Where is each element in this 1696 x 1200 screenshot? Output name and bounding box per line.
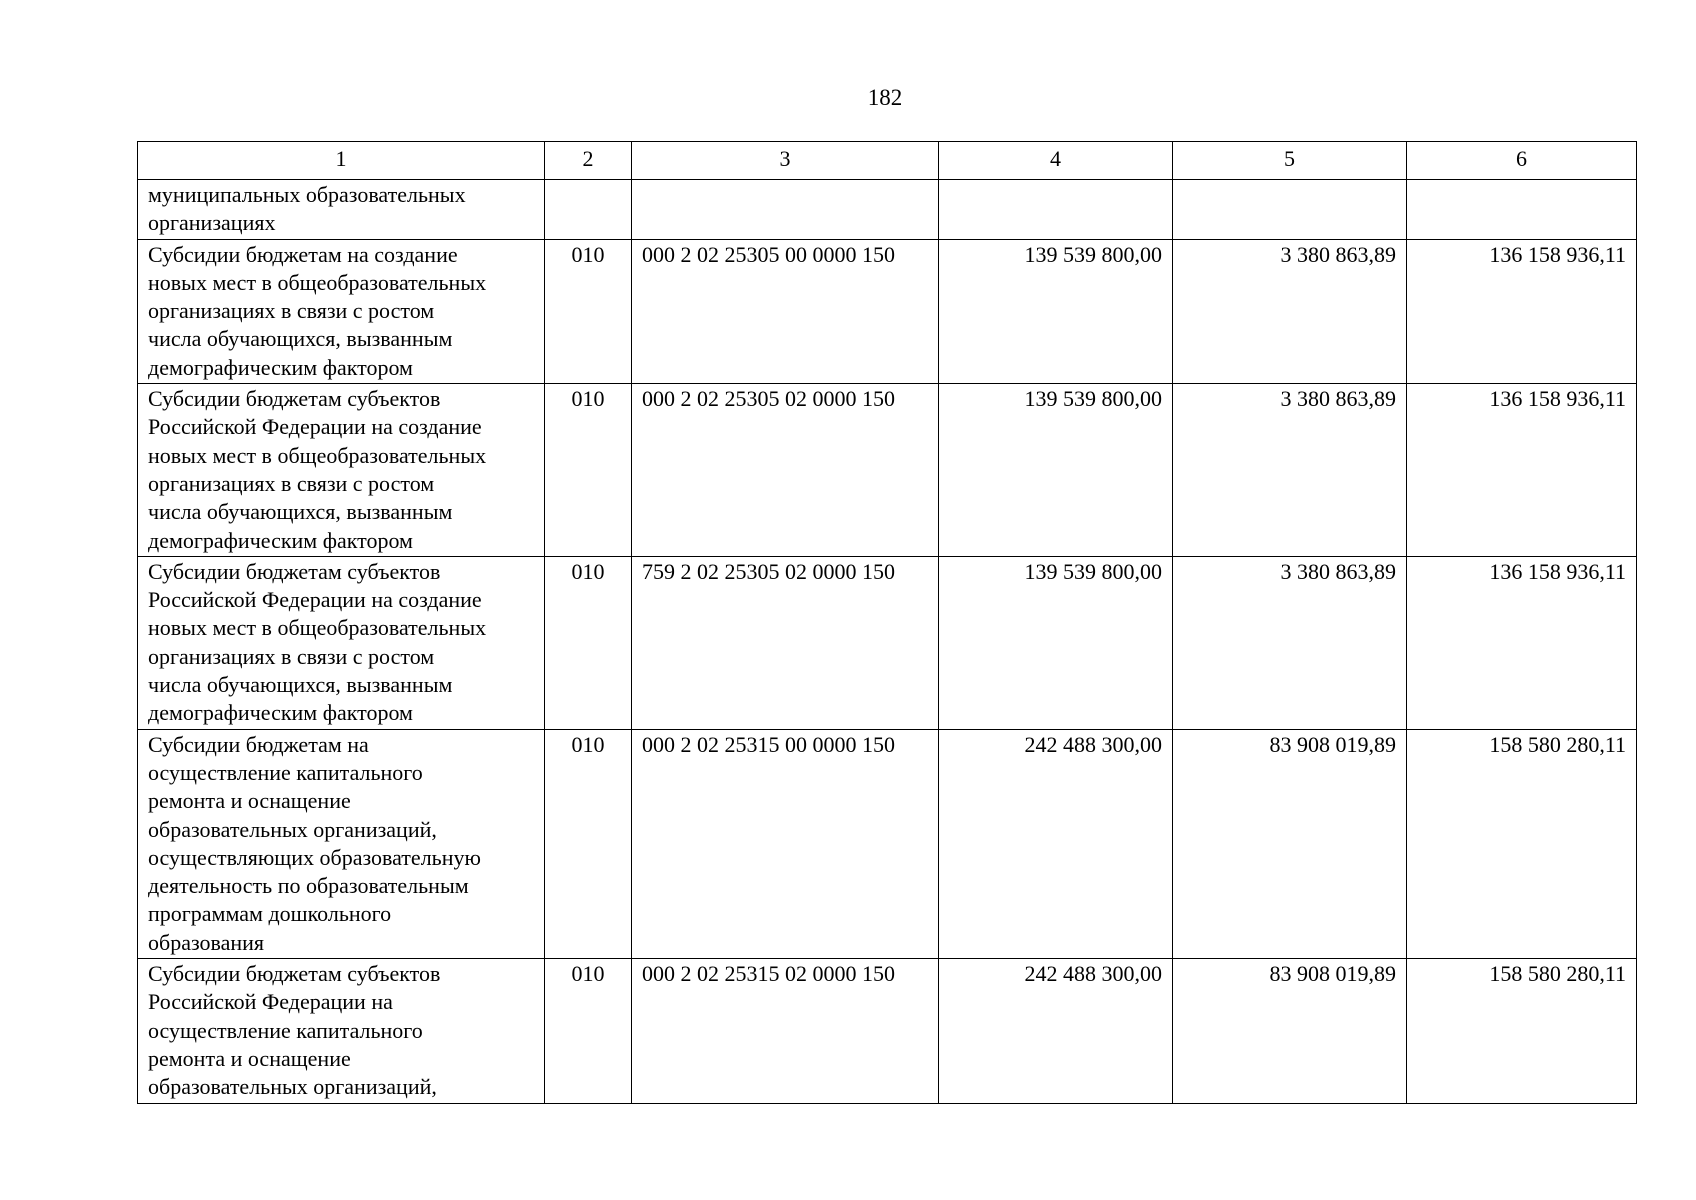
row-name-line: осуществление капитального	[148, 1017, 423, 1043]
budget-table	[137, 141, 1637, 1104]
table-header	[138, 142, 1637, 180]
row-code-cell: 010	[545, 239, 632, 383]
table-row	[138, 239, 1637, 383]
row-kbk-cell: 000 2 02 25305 00 0000 150	[632, 239, 939, 383]
row-name-line: Субсидии бюджетам субъектов	[148, 386, 441, 412]
row-name-line: числа обучающихся, вызванным	[148, 326, 453, 352]
row-name-line: образовательных организаций,	[148, 816, 437, 842]
row-name-line: Субсидии бюджетам субъектов	[148, 558, 441, 584]
row-remaining-cell: 158 580 280,11	[1407, 959, 1637, 1103]
row-kbk-cell: 000 2 02 25315 00 0000 150	[632, 729, 939, 958]
row-name-line: демографическим фактором	[148, 700, 413, 726]
row-name-line: образования	[148, 929, 265, 955]
row-name-line: новых мест в общеобразовательных	[148, 269, 487, 295]
row-kbk-cell: 000 2 02 25315 02 0000 150	[632, 959, 939, 1103]
row-name-line: образовательных организаций,	[148, 1074, 437, 1100]
row-name-line: ремонта и оснащение	[148, 788, 351, 814]
header-col-3: 3	[632, 142, 939, 180]
row-name-cell	[138, 384, 545, 557]
header-row	[138, 142, 1637, 180]
row-name-line: числа обучающихся, вызванным	[148, 672, 453, 698]
row-kbk-cell: 759 2 02 25305 02 0000 150	[632, 556, 939, 729]
row-code-cell: 010	[545, 384, 632, 557]
row-code-cell: 010	[545, 959, 632, 1103]
table-row	[138, 384, 1637, 557]
header-col-6: 6	[1407, 142, 1637, 180]
row-executed-cell: 3 380 863,89	[1173, 556, 1407, 729]
header-col-2: 2	[545, 142, 632, 180]
row-executed-cell: 83 908 019,89	[1173, 959, 1407, 1103]
row-kbk-cell: 000 2 02 25305 02 0000 150	[632, 384, 939, 557]
table-row	[138, 959, 1637, 1103]
row-approved-cell: 139 539 800,00	[939, 556, 1173, 729]
row-name-line: Российской Федерации на создание	[148, 414, 482, 440]
row-name-line: Российской Федерации на создание	[148, 587, 482, 613]
header-col-5: 5	[1173, 142, 1407, 180]
row-approved-cell	[939, 180, 1173, 240]
header-col-4: 4	[939, 142, 1173, 180]
row-approved-cell: 242 488 300,00	[939, 729, 1173, 958]
header-col-1: 1	[138, 142, 545, 180]
row-code-cell: 010	[545, 556, 632, 729]
row-name-line: новых мест в общеобразовательных	[148, 615, 487, 641]
row-approved-cell: 139 539 800,00	[939, 384, 1173, 557]
row-name-line: демографическим фактором	[148, 354, 413, 380]
page-number: 182	[867, 85, 903, 110]
row-approved-cell: 139 539 800,00	[939, 239, 1173, 383]
table-row	[138, 180, 1637, 240]
row-executed-cell	[1173, 180, 1407, 240]
row-name-line: деятельность по образовательным	[148, 873, 469, 899]
row-executed-cell: 3 380 863,89	[1173, 384, 1407, 557]
row-remaining-cell: 158 580 280,11	[1407, 729, 1637, 958]
row-name-line: ремонта и оснащение	[148, 1045, 351, 1071]
row-name-line: муниципальных образовательных	[148, 182, 466, 207]
row-name-line: организациях в связи с ростом	[148, 643, 435, 669]
row-name-line: программам дошкольного	[148, 901, 392, 927]
row-name-line: осуществление капитального	[148, 759, 423, 785]
row-name-line: организациях в связи с ростом	[148, 298, 435, 324]
row-name-line: осуществляющих образовательную	[148, 844, 481, 870]
row-name-line: новых мест в общеобразовательных	[148, 442, 487, 468]
row-name-cell	[138, 556, 545, 729]
row-name-line: Субсидии бюджетам субъектов	[148, 961, 441, 987]
row-executed-cell: 3 380 863,89	[1173, 239, 1407, 383]
row-name-line: числа обучающихся, вызванным	[148, 499, 453, 525]
table-row	[138, 729, 1637, 958]
row-name-cell	[138, 959, 545, 1103]
table-body	[138, 180, 1637, 1104]
row-name-line: демографическим фактором	[148, 527, 413, 553]
row-kbk-cell	[632, 180, 939, 240]
row-name-line: Российской Федерации на	[148, 989, 393, 1015]
row-remaining-cell: 136 158 936,11	[1407, 556, 1637, 729]
row-remaining-cell: 136 158 936,11	[1407, 239, 1637, 383]
row-code-cell: 010	[545, 729, 632, 958]
row-name-cell	[138, 180, 545, 240]
row-name-line: Субсидии бюджетам на	[148, 731, 369, 757]
row-approved-cell: 242 488 300,00	[939, 959, 1173, 1103]
row-name-line: организациях	[148, 210, 276, 236]
row-name-line: Субсидии бюджетам на создание	[148, 241, 458, 267]
row-name-cell	[138, 239, 545, 383]
row-name-line: организациях в связи с ростом	[148, 470, 435, 496]
row-remaining-cell	[1407, 180, 1637, 240]
row-code-cell	[545, 180, 632, 240]
table-row	[138, 556, 1637, 729]
row-name-cell	[138, 729, 545, 958]
row-remaining-cell: 136 158 936,11	[1407, 384, 1637, 557]
row-executed-cell: 83 908 019,89	[1173, 729, 1407, 958]
